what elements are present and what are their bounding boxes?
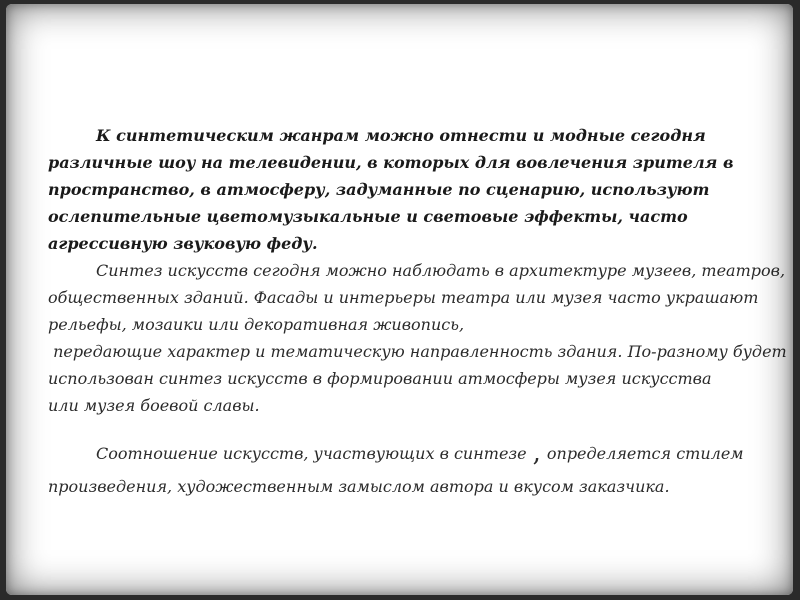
text-line: общественных зданий. Фасады и интерьеры театра или музея часто украшают (48, 288, 759, 307)
slide (6, 4, 793, 595)
text-line: или музея боевой славы. (48, 396, 260, 415)
text-line: различные шоу на телевидении, в которых для вовлечения зрителя в (48, 153, 734, 172)
paragraph-synthetic-genres (48, 122, 734, 257)
text-line: использован синтез искусств в формировании атмосферы музея искусства (48, 369, 712, 388)
text-line: произведения, художественным замыслом автора и вкусом заказчика. (48, 477, 670, 496)
text-line: ослепительные цветомузыкальные и световые эффекты, часто (48, 207, 688, 226)
text-line: пространство, в атмосферу, задуманные по сценарию, используют (48, 180, 710, 199)
text-line (48, 435, 744, 470)
text-segment: Соотношение искусств, участвующих в синтезе (96, 444, 527, 463)
text-line: К синтетическим жанрам можно отнести и модные сегодня (96, 126, 706, 145)
paragraph-architecture-synthesis (48, 257, 787, 419)
text-line: рельефы, мозаики или декоративная живопись, (48, 315, 465, 334)
text-segment: определяется стилем (546, 444, 744, 463)
large-comma: , (532, 438, 541, 468)
paragraph-arts-ratio (48, 435, 744, 503)
slide-text (48, 122, 787, 503)
text-line: Синтез искусств сегодня можно наблюдать в архитектуре музеев, театров, (96, 261, 786, 280)
text-line: передающие характер и тематическую направленность здания. По-разному будет (48, 342, 787, 361)
text-line: агрессивную звуковую феду. (48, 234, 318, 253)
